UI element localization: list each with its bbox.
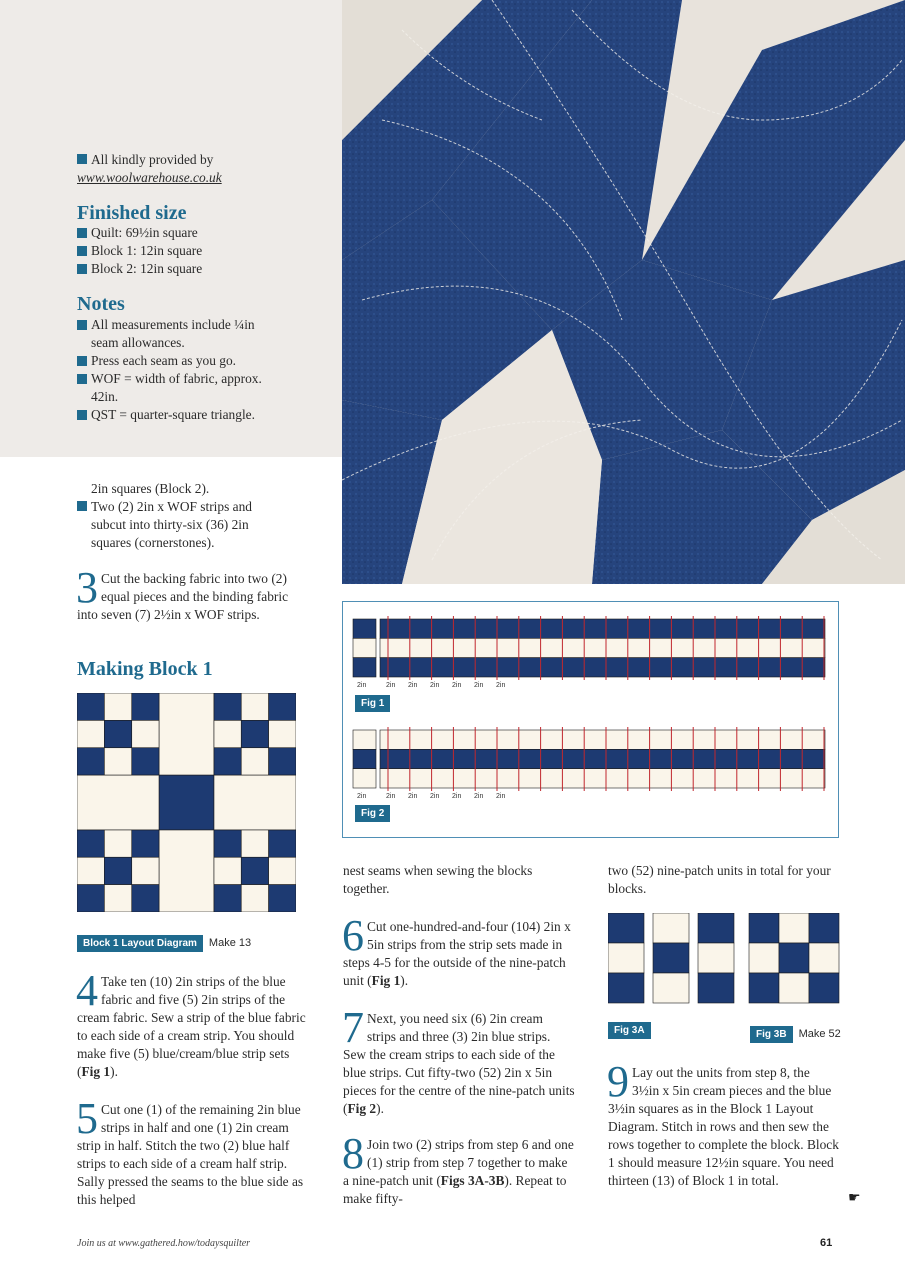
step-5 — [76, 1094, 309, 1209]
list-item — [77, 406, 262, 424]
quilt-photo — [342, 0, 905, 584]
step-text: ). Repeat to make fifty- — [343, 1173, 567, 1206]
bullet-square-icon — [77, 410, 87, 420]
bullet-text: subcut into thirty-six (36) 2in — [91, 517, 249, 532]
fig3b-caption — [750, 1022, 841, 1043]
notes-heading: Notes — [77, 293, 125, 315]
fig3b-square — [779, 913, 809, 943]
col3-cont: two (52) nine-patch units in total for your blocks. — [608, 863, 831, 896]
nine-patch-square — [132, 693, 159, 720]
fig3a-piece — [698, 943, 734, 973]
fig3a-piece — [608, 913, 644, 943]
cream-rectangle — [77, 775, 159, 830]
dimension-label: 2in — [496, 682, 506, 689]
nine-patch-square — [104, 830, 131, 857]
list-item — [77, 370, 262, 406]
dimension-label: 2in — [474, 682, 484, 689]
step-text: Cut the backing fabric into two (2) equal pieces and the binding fabric into seven (7) 2½in x WOF strips. — [77, 571, 289, 622]
bullet-square-icon — [77, 320, 87, 330]
dimension-label: 2in — [452, 793, 462, 800]
nine-patch-square — [214, 857, 241, 884]
pointing-hand-icon: ☛ — [848, 1190, 861, 1206]
block1-tag: Block 1 Layout Diagram — [77, 935, 203, 952]
make-count: Make 52 — [798, 1028, 841, 1040]
nine-patch-square — [132, 748, 159, 775]
fig3a-piece — [608, 973, 644, 1003]
fig3b-square — [809, 913, 839, 943]
nine-patch-square — [269, 693, 296, 720]
cream-rectangle — [159, 830, 214, 912]
fig-ref: Fig 1 — [81, 1064, 111, 1079]
notes-list — [77, 316, 262, 424]
step-number: 9 — [607, 1057, 629, 1106]
nine-patch-square — [77, 857, 104, 884]
list-item — [77, 260, 202, 278]
item-text: Quilt: 69½in square — [91, 225, 198, 240]
nine-patch-square — [241, 885, 268, 912]
bullet-text: squares (cornerstones). — [91, 535, 215, 550]
nine-patch-square — [241, 720, 268, 747]
fig-ref: Figs 3A-3B — [440, 1173, 505, 1188]
nine-patch-square — [269, 830, 296, 857]
dimension-label: 2in — [430, 682, 440, 689]
cornerstones-bullet — [77, 498, 252, 552]
item-text: Press each seam as you go. — [91, 353, 237, 368]
cream-rectangle — [214, 775, 296, 830]
fig2-single-piece — [353, 749, 376, 768]
nine-patch-square — [104, 885, 131, 912]
step-text: Next, you need six (6) 2in cream strips and three (3) 2in blue strips. Sew the cream strips to each side of the blue strips. Cut fifty-two (52) 2in x 5in pieces for the centre of the nine-patch units ( — [343, 1011, 575, 1116]
dimension-label: 2in — [408, 682, 418, 689]
bullet-square-icon — [77, 264, 87, 274]
footer-website[interactable]: Join us at www.gathered.how/todaysquilter — [77, 1238, 251, 1249]
step-4 — [76, 966, 309, 1081]
nine-patch-square — [132, 720, 159, 747]
nine-patch-square — [214, 720, 241, 747]
fig3-diagrams — [608, 913, 840, 1005]
step-text: ). — [376, 1101, 384, 1116]
nine-patch-square — [241, 748, 268, 775]
fig1-single-piece — [353, 658, 376, 677]
step-text: Join two (2) strips from step 6 and one (1) strip from step 7 together to make a nine-patch unit ( — [343, 1137, 574, 1188]
woolwarehouse-link[interactable]: www.woolwarehouse.co.uk — [77, 170, 222, 185]
step-text: Lay out the units from step 8, the 3½in x 5in cream pieces and the blue 3½in squares as in the Block 1 Layout Diagram. Stitch in rows and then sew the rows together to complete the block. Block 1 should measure 12½in square. You need thirteen (13) of Block 1 in total. — [608, 1065, 839, 1188]
col2-cont: nest seams when sewing the blocks together. — [343, 863, 533, 896]
nine-patch-square — [77, 885, 104, 912]
nine-patch-square — [241, 857, 268, 884]
dimension-label: 2in — [357, 682, 367, 689]
step-number: 8 — [342, 1129, 364, 1178]
fig1-single-piece — [353, 619, 376, 638]
step-text: ). — [110, 1064, 118, 1079]
step-text: ). — [400, 973, 409, 988]
finished-size-list — [77, 224, 202, 278]
fig3a-piece — [653, 913, 689, 943]
bullet-square-icon — [77, 246, 87, 256]
bullet-text: Two (2) 2in x WOF strips and — [91, 499, 252, 514]
fig3a-piece — [698, 913, 734, 943]
step-text: Cut one (1) of the remaining 2in blue strips in half and one (1) 2in cream strip in half. Stitch the two (2) blue half strips to each side of a cream half strip. Sally pressed the seams to the blue side as this helped — [77, 1102, 304, 1207]
fig2-single-piece — [353, 730, 376, 749]
blue-centre-square — [159, 775, 214, 830]
bullet-square-icon — [77, 374, 87, 384]
step-number: 7 — [342, 1003, 364, 1052]
fig3a-tag: Fig 3A — [608, 1022, 651, 1039]
fig2-single-piece — [353, 769, 376, 788]
fig1-tag: Fig 1 — [355, 695, 390, 712]
provided-text: All kindly provided by — [91, 152, 214, 167]
step-8 — [342, 1129, 575, 1208]
cont-line: 2in squares (Block 2). — [91, 481, 210, 496]
dimension-label: 2in — [386, 682, 396, 689]
item-text: All measurements include ¼in — [91, 317, 255, 332]
step-text: Cut one-hundred-and-four (104) 2in x 5in strips from the strip sets made in steps 4-5 for the outside of the nine-patch unit ( — [343, 919, 571, 988]
nine-patch-square — [77, 748, 104, 775]
nine-patch-square — [214, 885, 241, 912]
step-6 — [342, 911, 575, 990]
dimension-label: 2in — [408, 793, 418, 800]
nine-patch-square — [269, 748, 296, 775]
fig3a-piece — [653, 943, 689, 973]
nine-patch-square — [214, 693, 241, 720]
dimension-label: 2in — [430, 793, 440, 800]
list-item — [77, 242, 202, 260]
list-item — [77, 224, 202, 242]
nine-patch-square — [132, 830, 159, 857]
nine-patch-square — [104, 748, 131, 775]
step-7 — [342, 1003, 575, 1118]
fig3b-square — [779, 943, 809, 973]
dimension-label: 2in — [496, 793, 506, 800]
nine-patch-square — [241, 830, 268, 857]
fig3b-tag: Fig 3B — [750, 1026, 793, 1043]
dimension-label: 2in — [452, 682, 462, 689]
fig1-single-piece — [353, 638, 376, 657]
fig3a-piece — [698, 973, 734, 1003]
nine-patch-square — [104, 693, 131, 720]
nine-patch-square — [269, 857, 296, 884]
bullet-square-icon — [77, 501, 87, 511]
fig3b-square — [809, 973, 839, 1003]
nine-patch-square — [77, 693, 104, 720]
nine-patch-square — [269, 720, 296, 747]
making-block-heading: Making Block 1 — [77, 658, 213, 680]
list-item — [77, 316, 262, 352]
list-item — [77, 352, 262, 370]
dimension-label: 2in — [386, 793, 396, 800]
step-text: Take ten (10) 2in strips of the blue fabric and five (5) 2in strips of the cream fabric. Sew a strip of the blue fabric to each side of a cream strip. You should make five (5) blue/cream/blue strip sets ( — [77, 974, 306, 1079]
make-count: Make 13 — [208, 937, 252, 949]
nine-patch-square — [104, 857, 131, 884]
fig3b-square — [749, 973, 779, 1003]
nine-patch-square — [214, 748, 241, 775]
step-3 — [76, 563, 309, 624]
fig-ref: Fig 2 — [347, 1101, 377, 1116]
block1-caption — [77, 931, 251, 952]
nine-patch-square — [214, 830, 241, 857]
bullet-square-icon — [77, 356, 87, 366]
bullet-square-icon — [77, 228, 87, 238]
nine-patch-square — [132, 857, 159, 884]
nine-patch-square — [104, 720, 131, 747]
finished-size-heading: Finished size — [77, 202, 187, 224]
nine-patch-square — [241, 693, 268, 720]
fig3b-square — [779, 973, 809, 1003]
step-number: 5 — [76, 1094, 98, 1143]
step-number: 6 — [342, 911, 364, 960]
block1-layout-diagram — [77, 693, 296, 912]
fig3a-piece — [653, 973, 689, 1003]
nine-patch-square — [77, 720, 104, 747]
fig-ref: Fig 1 — [371, 973, 401, 988]
item-text: 42in. — [91, 389, 119, 404]
nine-patch-square — [132, 885, 159, 912]
provided-note — [77, 151, 222, 187]
item-text: Block 2: 12in square — [91, 261, 203, 276]
cream-rectangle — [159, 693, 214, 775]
dimension-label: 2in — [357, 793, 367, 800]
item-text: QST = quarter-square triangle. — [91, 407, 255, 422]
item-text: WOF = width of fabric, approx. — [91, 371, 262, 386]
page-number: 61 — [820, 1237, 833, 1249]
nine-patch-square — [77, 830, 104, 857]
item-text: seam allowances. — [91, 335, 185, 350]
fig3a-piece — [608, 943, 644, 973]
fig2-tag: Fig 2 — [355, 805, 390, 822]
fig3b-square — [809, 943, 839, 973]
nine-patch-square — [269, 885, 296, 912]
step-number: 3 — [76, 563, 98, 612]
step-9 — [607, 1057, 840, 1190]
step-number: 4 — [76, 966, 98, 1015]
fig3b-square — [749, 943, 779, 973]
dimension-label: 2in — [474, 793, 484, 800]
bullet-square-icon — [77, 154, 87, 164]
fig-1-2-box — [342, 601, 839, 838]
fig3b-square — [749, 913, 779, 943]
item-text: Block 1: 12in square — [91, 243, 203, 258]
